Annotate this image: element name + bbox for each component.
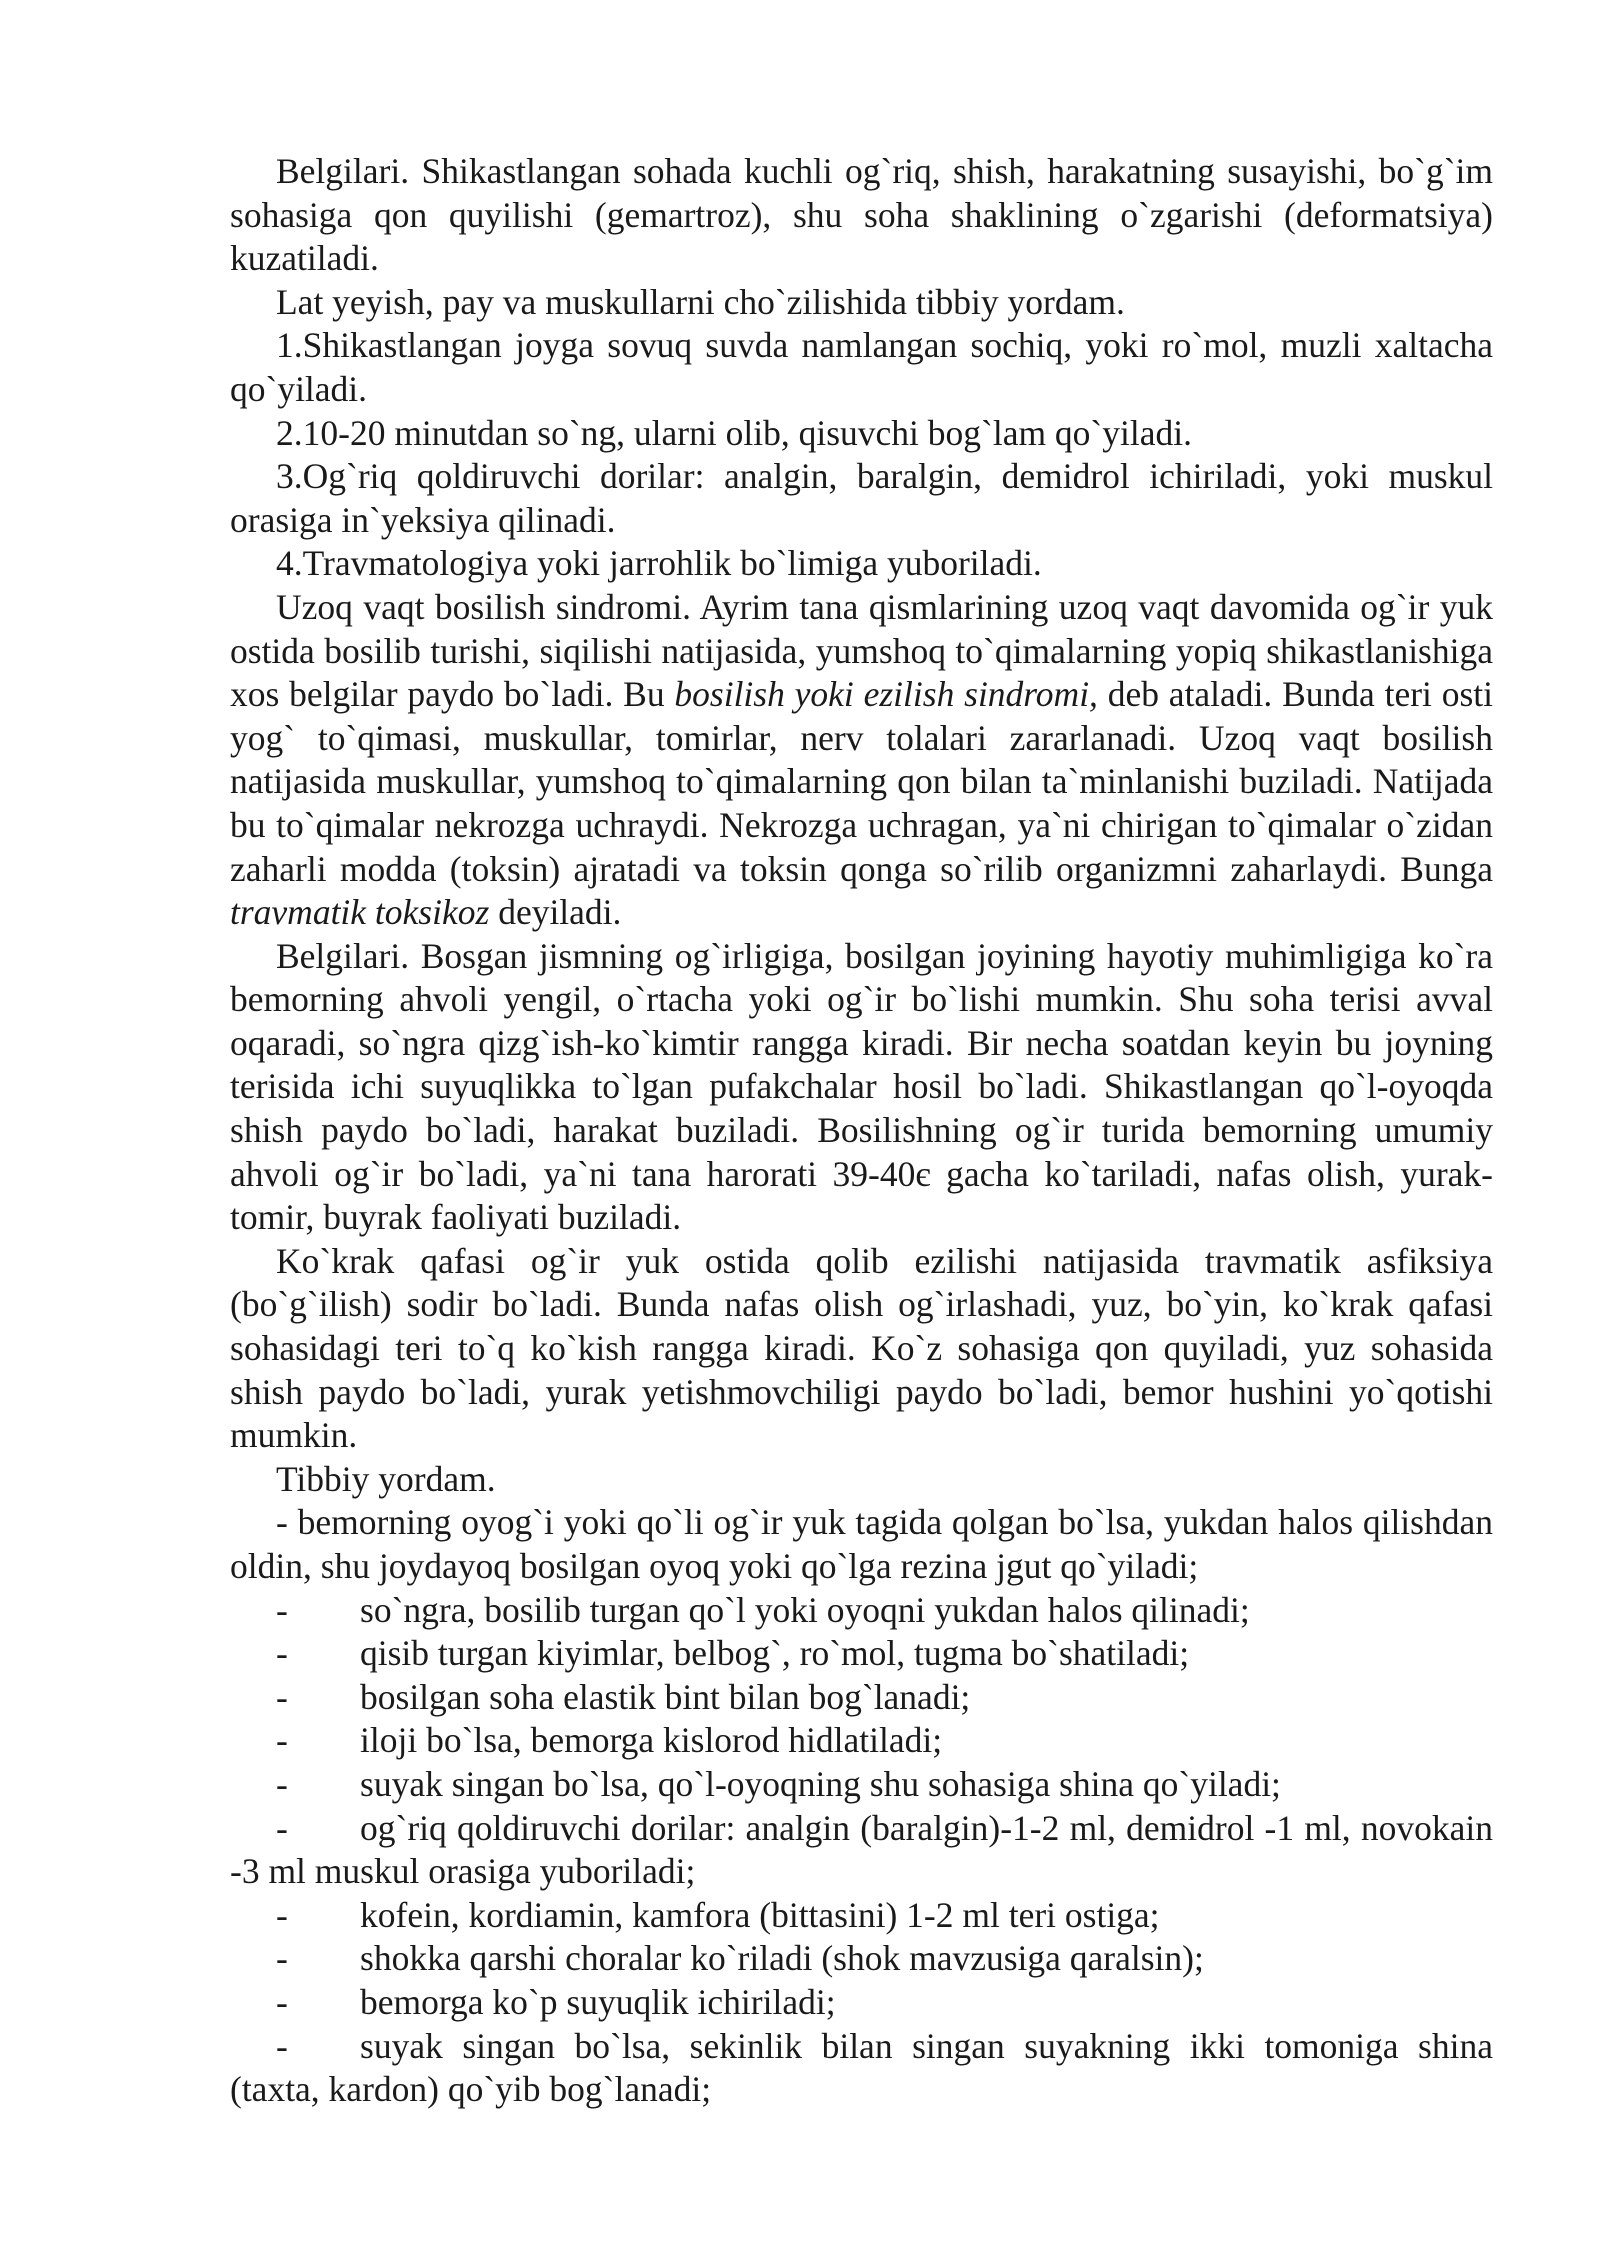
- list-item: [230, 1589, 1493, 1633]
- list-item-text: iloji bo`lsa, bemorga kislorod hidlatiladi;: [360, 1720, 943, 1761]
- dash-marker: -: [276, 1676, 288, 1717]
- list-item: [230, 1807, 1493, 1894]
- paragraph-heading-tibbiy-yordam: Tibbiy yordam.: [276, 1458, 496, 1499]
- dash-marker: -: [276, 1589, 288, 1630]
- list-item-text: bosilgan soha elastik bint bilan bog`lanadi;: [360, 1676, 971, 1717]
- list-item-text: bemorga ko`p suyuqlik ichiriladi;: [360, 1981, 836, 2022]
- list-item-text: shokka qarshi choralar ko`riladi (shok mavzusiga qaralsin);: [360, 1938, 1204, 1979]
- list-item-text: so`ngra, bosilib turgan qo`l yoki oyoqni yukdan halos qilinadi;: [360, 1589, 1250, 1630]
- dash-marker: -: [276, 1633, 288, 1674]
- dash-marker: -: [276, 1981, 288, 2022]
- list-item: [230, 2025, 1493, 2112]
- paragraph-belgilari-2: Belgilari. Bosgan jismning og`irligiga, bosilgan joyining hayotiy muhimligiga ko`ra bemorning ahvoli yengil, o`rtacha yoki og`ir bo`lishi mumkin. Shu soha terisi avval oqaradi, so`ngra qizg`ish-ko`kimtir rangga kiradi. Bir necha soatdan keyin bu joyning terisida ichi suyuqlikka to`lgan pufakchalar hosil bo`ladi. Shikastlangan qo`l-oyoqda shish paydo bo`ladi, harakat buziladi. Bosilishning og`ir turida bemorning umumiy ahvoli og`ir bo`ladi, ya`ni tana harorati 39-40є gacha ko`tariladi, nafas olish, yurak-tomir, buyrak faoliyati buziladi.: [230, 935, 1493, 1238]
- paragraph-belgilari-1: Belgilari. Shikastlangan sohada kuchli og`riq, shish, harakatning susayishi, bo`g`im sohasiga qon quyilishi (gemartroz), shu soha shaklining o`zgarishi (deformatsiya) kuzatiladi.: [230, 151, 1493, 279]
- paragraph-step-2: 2.10-20 minutdan so`ng, ularni olib, qisuvchi bog`lam qo`yiladi.: [276, 412, 1192, 453]
- text-run: Uzoq vaqt bosilish sindromi. Ayrim tana qismlarining uzoq vaqt davomida og`ir yuk ostida bosilib turishi, siqilishi natijasida, yumshoq to`qimalarning yopiq shikastlanishiga xos belgilar paydo bo`ladi. Bu: [230, 586, 1493, 715]
- paragraph-bosilish-sindromi: [230, 586, 1493, 935]
- list-item-text: qisib turgan kiyimlar, belbog`, ro`mol, tugma bo`shatiladi;: [360, 1633, 1190, 1674]
- document-page: [230, 150, 1493, 2112]
- dash-marker: -: [276, 2025, 288, 2066]
- paragraph-step-1: 1.Shikastlangan joyga sovuq suvda namlangan sochiq, yoki ro`mol, muzli xaltacha qo`yiladi.: [230, 325, 1493, 409]
- dash-list: [230, 1589, 1493, 2112]
- italic-term-sindrom: bosilish yoki ezilish sindromi,: [674, 674, 1098, 715]
- list-item-text: kofein, kordiamin, kamfora (bittasini) 1-2 ml teri ostiga;: [360, 1894, 1160, 1935]
- list-item: [230, 1937, 1493, 1981]
- dash-marker: -: [276, 1894, 288, 1935]
- paragraph-asfiksiya: Ko`krak qafasi og`ir yuk ostida qolib ezilishi natijasida travmatik asfiksiya (bo`g`ilish) sodir bo`ladi. Bunda nafas olish og`irlashadi, yuz, bo`yin, ko`krak qafasi sohasidagi teri to`q ko`kish rangga kiradi. Ko`z sohasiga qon quyiladi, yuz sohasida shish paydo bo`ladi, yurak yetishmovchiligi paydo bo`ladi, bemor hushini yo`qotishi mumkin.: [230, 1240, 1493, 1456]
- paragraph-step-3: 3.Og`riq qoldiruvchi dorilar: analgin, baralgin, demidrol ichiriladi, yoki muskul orasiga in`yeksiya qilinadi.: [230, 456, 1493, 540]
- paragraph-heading-lat-yeyish: Lat yeyish, pay va muskullarni cho`zilishida tibbiy yordam.: [276, 281, 1125, 322]
- list-item-text: suyak singan bo`lsa, sekinlik bilan singan suyakning ikki tomoniga shina (taxta, kardon) qo`yib bog`lanadi;: [230, 2025, 1493, 2110]
- list-item: [230, 1719, 1493, 1763]
- text-run: deb ataladi. Bunda teri osti yog` to`qimasi, muskullar, tomirlar, nerv tolalari zararlanadi. Uzoq vaqt bosilish natijasida muskullar, yumshoq to`qimalarning qon bilan ta`minlanishi buziladi. Natijada bu to`qimalar nekrozga uchraydi. Nekrozga uchragan, ya`ni chirigan to`qimalar o`zidan zaharli modda (toksin) ajratadi va toksin qonga so`rilib organizmni zaharlaydi. Bunga: [230, 674, 1493, 889]
- list-item-text: suyak singan bo`lsa, qo`l-oyoqning shu sohasiga shina qo`yiladi;: [360, 1763, 1281, 1804]
- dash-marker: -: [276, 1807, 288, 1848]
- paragraph-first-dash-item: - bemorning oyog`i yoki qo`li og`ir yuk tagida qolgan bo`lsa, yukdan halos qilishdan oldin, shu joydayoq bosilgan oyoq yoki qo`lga rezina jgut qo`yiladi;: [230, 1502, 1493, 1586]
- list-item-text: og`riq qoldiruvchi dorilar: analgin (baralgin)-1-2 ml, demidrol -1 ml, novokain -3 ml muskul orasiga yuboriladi;: [230, 1807, 1493, 1892]
- dash-marker: -: [276, 1763, 288, 1804]
- paragraph-step-4: 4.Travmatologiya yoki jarrohlik bo`limiga yuboriladi.: [276, 543, 1042, 584]
- italic-term-toksikoz: travmatik toksikoz: [230, 892, 490, 933]
- dash-marker: -: [276, 1938, 288, 1979]
- list-item: [230, 1632, 1493, 1676]
- list-item: [230, 1763, 1493, 1807]
- dash-marker: -: [276, 1720, 288, 1761]
- text-run: deyiladi.: [489, 892, 622, 933]
- list-item: [230, 1981, 1493, 2025]
- list-item: [230, 1894, 1493, 1938]
- list-item: [230, 1676, 1493, 1720]
